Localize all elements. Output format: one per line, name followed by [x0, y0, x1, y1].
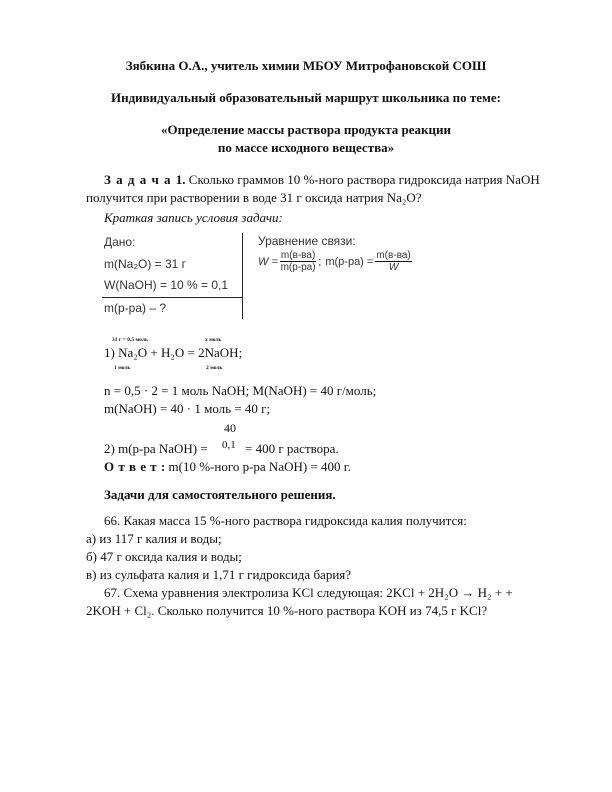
m-fraction-denominator: W [388, 262, 399, 273]
reaction-equation: 1) Na₂O + H₂O = 2NaOH; [104, 345, 243, 360]
answer-line [104, 459, 351, 475]
independent-heading: Задачи для самостоятельного решения. [104, 487, 336, 502]
problem-66a: а) из 117 г калия и воды; [86, 531, 222, 546]
task1-text-line2: получится при растворении в воде 31 г оксида натрия Na₂O? [86, 190, 422, 205]
formula-separator: ; [318, 255, 322, 268]
given-line1: m(Na₂O) = 31 г [104, 257, 187, 271]
annotation-above-na2o: 31 г = 0,5 моль [112, 337, 148, 343]
answer-label: О т в е т : [104, 459, 166, 474]
subtitle: Индивидуальный образовательный маршрут школьника по теме: [110, 90, 502, 105]
relation-title: Уравнение связи: [258, 234, 356, 248]
annotation-below-na2o: 1 моль [114, 365, 131, 371]
given-divider [102, 297, 242, 298]
annotation-above-naoh: х моль [205, 337, 222, 343]
relation-formulas [258, 250, 414, 273]
w-formula-lhs: W = [258, 255, 278, 268]
m-fraction [375, 250, 411, 273]
problem-66c: в) из сульфата калия и 1,71 г гидроксида бария? [86, 567, 352, 582]
step2-prefix: 2) m(р-ра NaOH) = [104, 441, 208, 456]
task1-line1 [104, 172, 540, 188]
m-fraction-numerator: m(в-ва) [376, 250, 411, 261]
brief-condition-label: Краткая запись условия задачи: [104, 210, 283, 225]
given-vertical-divider [242, 233, 243, 319]
w-fraction-numerator: m(в-ва) [280, 250, 316, 261]
w-fraction-denominator: m(р-ра) [280, 262, 316, 273]
step2-fraction-denominator: 0,1 [222, 439, 236, 451]
given-line2: W(NaOH) = 10 % = 0,1 [104, 278, 229, 292]
given-title: Дано: [104, 235, 136, 249]
task1-text-line1: Сколько граммов 10 %-ного раствора гидроксида натрия NaOH [185, 172, 540, 187]
step2-suffix: = 400 г раствора. [245, 441, 339, 456]
m-formula-lhs: m(р-ра) = [325, 255, 374, 268]
answer-text: m(10 %-ного р-ра NaOH) = 400 г. [165, 459, 351, 474]
problem-67-line1: 67. Схема уравнения электролиза KCl следующая: 2KCl + 2H₂O → H₂ + + [104, 585, 513, 600]
topic-title-line2: по массе исходного вещества» [217, 140, 395, 155]
problem-66: 66. Какая масса 15 %-ного раствора гидроксида калия получится: [104, 513, 467, 528]
step2-fraction-numerator: 40 [224, 421, 236, 435]
topic-title-line1: «Определение массы раствора продукта реакции [160, 122, 451, 137]
w-fraction [280, 250, 316, 273]
problem-67-line2: 2KOH + Cl₂. Сколько получится 10 %-ного раствора KOH из 74,5 г KCl? [86, 603, 488, 618]
step-mass: m(NaOH) = 40 · 1 моль = 40 г; [104, 401, 271, 416]
step-moles: n = 0,5 · 2 = 1 моль NaOH; M(NaOH) = 40 г/моль; [104, 383, 377, 398]
task1-label: З а д а ч а 1. [104, 172, 186, 187]
annotation-below-naoh: 2 моль [206, 365, 223, 371]
author-line: Зябкина О.А., учитель химии МБОУ Митрофановской СОШ [125, 58, 487, 73]
problem-66b: б) 47 г оксида калия и воды; [86, 549, 242, 564]
given-find: m(р-ра) – ? [104, 301, 167, 315]
